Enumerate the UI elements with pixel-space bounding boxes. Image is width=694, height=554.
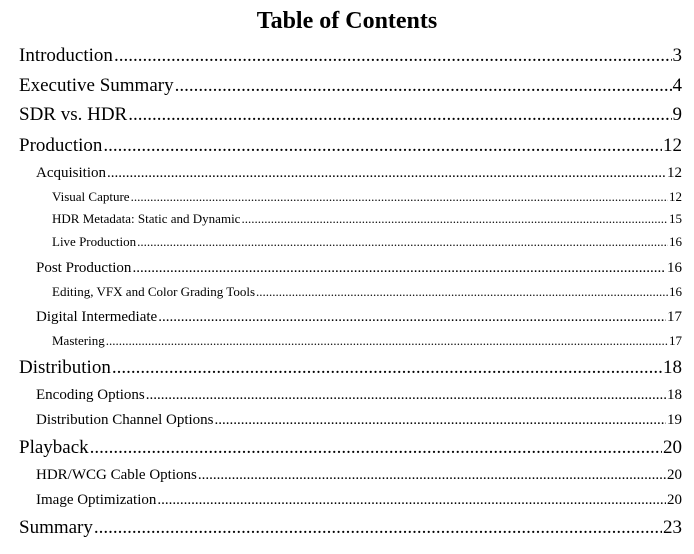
toc-entry-label[interactable]: Live Production <box>52 234 137 249</box>
toc-entry-page-number[interactable]: 16 <box>669 234 682 249</box>
toc-entry-label[interactable]: Distribution Channel Options <box>36 412 214 428</box>
toc-entry-label[interactable]: Post Production <box>36 260 132 276</box>
toc-entry[interactable] <box>36 308 682 326</box>
toc-entry-label[interactable]: SDR vs. HDR <box>19 104 128 125</box>
dot-leader <box>94 517 662 539</box>
toc-entry-page-number[interactable]: 20 <box>667 467 682 483</box>
toc-entry-page-number[interactable]: 15 <box>669 211 682 226</box>
dot-leader <box>146 386 666 404</box>
dot-leader <box>137 234 668 250</box>
toc-entry-label[interactable]: Introduction <box>19 45 113 66</box>
toc-entry[interactable] <box>19 45 682 67</box>
toc-entry[interactable] <box>19 437 682 459</box>
toc-entry[interactable] <box>19 357 682 379</box>
dot-leader <box>157 491 666 509</box>
toc-entry-page-number[interactable]: 20 <box>663 437 682 458</box>
dot-leader <box>256 284 668 300</box>
page-title: Table of Contents <box>256 8 438 34</box>
toc-entry-page-number[interactable]: 16 <box>667 260 682 276</box>
dot-leader <box>175 75 672 97</box>
dot-leader <box>103 135 662 157</box>
toc-entry-label[interactable]: Distribution <box>19 357 111 378</box>
toc-entry[interactable] <box>19 75 682 97</box>
toc-entry-page-number[interactable]: 17 <box>667 309 682 325</box>
toc-entry[interactable] <box>36 386 682 404</box>
toc-entry[interactable] <box>52 189 682 205</box>
toc-entry[interactable] <box>19 517 682 539</box>
toc-entry[interactable] <box>36 259 682 277</box>
toc-entry-label[interactable]: Digital Intermediate <box>36 309 158 325</box>
toc-entry-label[interactable]: Production <box>19 135 103 156</box>
toc-entry[interactable] <box>36 466 682 484</box>
toc-entry[interactable] <box>52 211 682 227</box>
toc-entry-page-number[interactable]: 18 <box>667 387 682 403</box>
dot-leader <box>241 211 668 227</box>
dot-leader <box>112 357 662 379</box>
dot-leader <box>128 104 671 126</box>
dot-leader <box>107 164 666 182</box>
dot-leader <box>158 308 666 326</box>
toc-entry[interactable] <box>52 333 682 349</box>
toc-entry-label[interactable]: Acquisition <box>36 165 106 181</box>
dot-leader <box>90 437 662 459</box>
dot-leader <box>106 333 668 349</box>
toc-entry-page-number[interactable]: 18 <box>663 357 682 378</box>
toc-entry[interactable] <box>19 104 682 126</box>
toc-entry-page-number[interactable]: 3 <box>672 45 682 66</box>
toc-entry-page-number[interactable]: 20 <box>667 492 682 508</box>
toc-entry-label[interactable]: Mastering <box>52 333 105 348</box>
dot-leader <box>132 259 666 277</box>
toc-entry[interactable] <box>52 234 682 250</box>
dot-leader <box>198 466 666 484</box>
toc-entry-page-number[interactable]: 4 <box>672 75 682 96</box>
toc-entry-label[interactable]: Image Optimization <box>36 492 157 508</box>
toc-entry-label[interactable]: Visual Capture <box>52 189 130 204</box>
toc-entry[interactable] <box>36 164 682 182</box>
toc-entry-page-number[interactable]: 17 <box>669 333 682 348</box>
dot-leader <box>131 189 668 205</box>
toc-entry-page-number[interactable]: 16 <box>669 284 682 299</box>
dot-leader <box>215 411 667 429</box>
toc-entry[interactable] <box>19 135 682 157</box>
toc-entry-label[interactable]: HDR Metadata: Static and Dynamic <box>52 211 241 226</box>
toc-entry-label[interactable]: Encoding Options <box>36 387 145 403</box>
toc-entry-page-number[interactable]: 12 <box>663 135 682 156</box>
toc-entry-page-number[interactable]: 12 <box>667 165 682 181</box>
toc-entry[interactable] <box>52 284 682 300</box>
toc-entry[interactable] <box>36 411 682 429</box>
toc-entry-page-number[interactable]: 12 <box>669 189 682 204</box>
toc-entry-label[interactable]: Executive Summary <box>19 75 174 96</box>
toc-entry-page-number[interactable]: 9 <box>672 104 682 125</box>
toc-entry-label[interactable]: Editing, VFX and Color Grading Tools <box>52 284 255 299</box>
toc-entry-page-number[interactable]: 19 <box>667 412 682 428</box>
dot-leader <box>114 45 672 67</box>
toc-entry-page-number[interactable]: 23 <box>663 517 682 538</box>
toc-entry-label[interactable]: Playback <box>19 437 89 458</box>
toc-entry-label[interactable]: HDR/WCG Cable Options <box>36 467 197 483</box>
toc-entry-label[interactable]: Summary <box>19 517 93 538</box>
toc-entry[interactable] <box>36 491 682 509</box>
